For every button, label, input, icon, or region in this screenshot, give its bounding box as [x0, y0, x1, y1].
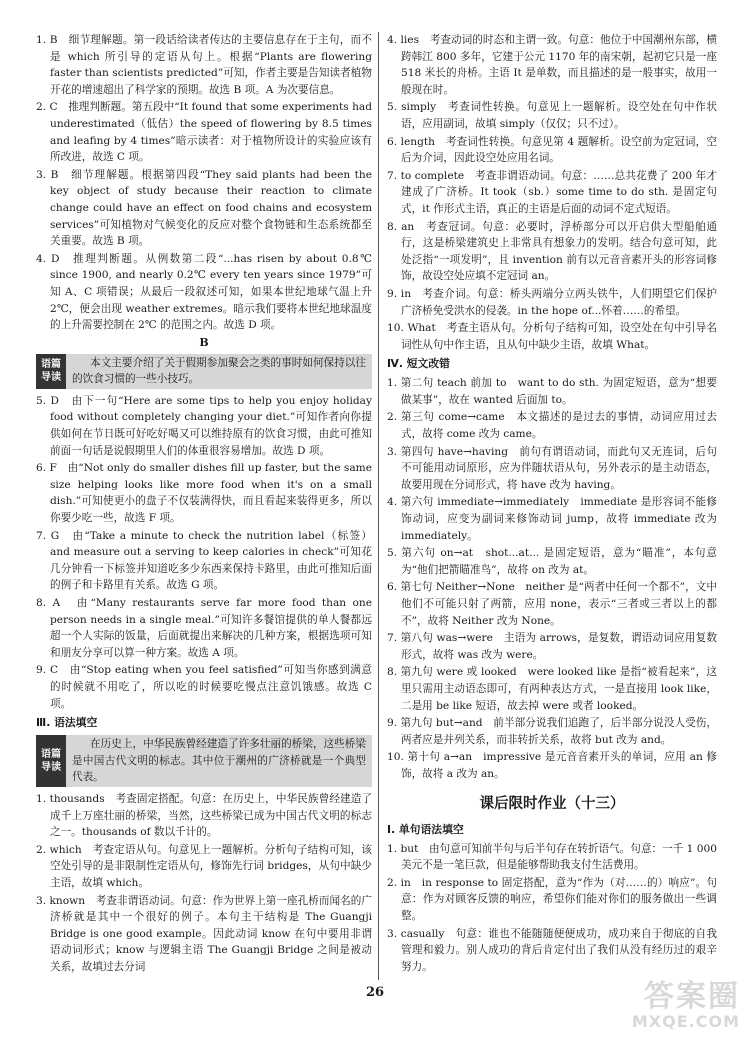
answer-item: 7. 第八句 was→were 主语为 arrows，是复数，谓语动词应用复数形式，故将 was 改为 were。: [387, 632, 717, 661]
answer-item: 6. F 由“Not only do smaller dishes fill up faster, but the same size helping looks like more food when it's on a small dish.”可知使更小的盘子不仅装满得快，而且看起来装得更多，所以你要少吃一些，故选 F 项。: [36, 462, 372, 525]
answer-item: 2. which 考查定语从句。句意见上一题解析。分析句子结构可知，该空处引导的是非限制性定语从句，修饰先行词 bridges，从句中缺少主语，故填 which。: [36, 843, 372, 889]
answer-item: 4. D 推理判断题。从例数第二段“...has risen by about 0.8℃ since 1900, and nearly 0.2℃ every ten years since 1979”可知 A、C 项错误；从最后一段叙述可知，如果本世纪地球气温上升 2℃，便会出现 weather extremes。暗示我们要将本世纪地球温度的上升需要控制在 2℃ 的范围之内。故选 D 项。: [36, 252, 372, 332]
answer-item: 9. 第九句 but→and 前半部分说我们追跑了，后半部分说没人受伤，两者应是并列关系，而非转折关系，故将 but 改为 and。: [387, 717, 717, 746]
passage-guide-text: 在历史上，中华民族曾经建造了许多壮丽的桥梁，这些桥梁是中国古代文明的标志。其中位于潮州的广济桥就是一个典型代表。: [66, 735, 372, 787]
answer-item: 7. to complete 考查非谓语动词。句意：……总共花费了 200 年才建成了广济桥。It took（sb.）some time to do sth. 是固定句式，it 作形式主语，真正的主语是后面的动词不定式短语。: [387, 169, 717, 215]
answer-item: 1. but 由句意可知前半句与后半句存在转折语气。句意：一千 1 000 美元不是一笔巨款，但是能够帮助我支付生活费用。: [387, 842, 717, 872]
answer-item: 5. D 由下一句“Here are some tips to help you enjoy holiday food without completely changing your diet.”可知作者向你提供如何在节日既可好吃好喝又可以维持原有的饮食习惯，由此可推知前面一句话是说假期里人们的体重很容易增加。故选 D 项。: [36, 394, 372, 457]
right-column: [387, 32, 717, 979]
answer-item: 6. length 考查词性转换。句意见第 4 题解析。设空前为定冠词，空后为介词，因此设空处应用名词。: [387, 135, 717, 165]
answer-item: 1. thousands 考查固定搭配。句意：在历史上，中华民族曾经建造了成千上万座壮丽的桥梁，当然，这些桥梁已成为中国古代文明的标志之一。thousands of 数以千计的。: [36, 792, 372, 839]
answer-item: 3. known 考查非谓语动词。句意：作为世界上第一座孔桥而闻名的广济桥就是其中一个很好的例子。本句主干结构是 The Guangji Bridge is one good example。因此动词 know 在句中要用非谓语动词形式；know 与逻辑主语 The Guangji Bridge 之间是被动关系，故填过去分词: [36, 894, 372, 973]
section-title: Ⅰ. 单句语法填空: [387, 822, 464, 836]
answer-item: 7. G 由“Take a minute to check the nutrition label（标签） and measure out a serving to keep calories in check”可知花几分钟看一下标签并知道吃多少东西来保持卡路里，由此可推知后面的例子和卡路里有关系。故选 G 项。: [36, 529, 372, 592]
page-number: 26: [365, 985, 385, 1000]
answer-item: 6. 第七句 Neither→None neither 是“两者中任何一个都不”，文中他们不可能只射了两箭，应用 none，表示“三者或三者以上的都不”，故将 Neither 改为 None。: [387, 581, 717, 627]
answer-item: 2. 第三句 come→came 本文描述的是过去的事情，动词应用过去式，故将 come 改为 came。: [387, 411, 717, 441]
answer-item: 9. in 考查介词。句意：桥头两端分立两头铁牛，人们期望它们保护广济桥免受洪水的侵袭。in the hope of...怀着……的希望。: [387, 287, 717, 317]
section-title: Ⅲ. 语法填空: [36, 716, 98, 730]
answer-item: 3. casually 句意：谁也不能随随便便成功，成功来自于彻底的自我管理和毅力。别人成功的背后肯定付出了我们从没有经历过的艰辛努力。: [387, 927, 717, 973]
answer-item: 3. 第四句 have→having 前句有谓语动词，而此句又无连词，后句不可能用动词原形，应为伴随状语从句，另外表示的是主动语态，故要用现在分词形式，将 have 改为 having。: [387, 445, 717, 491]
answer-item: 3. B 细节理解题。根据第四段“They said plants had been the key object of study because their reaction to climate change could have an effect on food chains and ecosystem services”可知植物对气候变化的反应对整个食物链和生态系统都至关重要。故选 B 项。: [36, 168, 372, 248]
section-title: Ⅳ. 短文改错: [387, 357, 450, 371]
answer-item: 8. an 考查冠词。句意：必要时，浮桥部分可以开启供大型船舶通行，这是桥梁建筑史上非常具有想象力的发明。结合句意可知，此处泛指“一项发明”，且 invention 前有以元音音素开头的形容词修饰，故设空处应填不定冠词 an。: [387, 220, 717, 283]
watermark-logo: [530, 981, 740, 1033]
answer-item: 10. What 考查主语从句。分析句子结构可知，设空处在句中引导名词性从句中作主语，且从句中缺少主语，故填 What。: [387, 322, 717, 351]
answer-item: 8. A 由“Many restaurants serve far more food than one person needs in a single meal.”可知许多餐馆提供的单人餐都远超一个人实际的饭量，后面就提出来解决的几种方案，根据选项可知和朋友分享可以算一种方案。故选 A 项。: [36, 597, 372, 659]
answer-item: 5. simply 考查词性转换。句意见上一题解析。设空处在句中作状语，应用副词，故填 simply（仅仅；只不过）。: [387, 101, 717, 130]
passage-guide-badge: 语篇导读: [36, 735, 66, 787]
answer-item: 1. 第二句 teach 前加 to want to do sth. 为固定短语，意为“想要做某事”，故在 wanted 后面加 to。: [387, 377, 717, 406]
passage-guide-box: [36, 354, 372, 389]
answer-item: 10. 第十句 a→an impressive 是元音音素开头的单词，应用 an 修饰，故将 a 改为 an。: [387, 751, 717, 780]
answer-item: 2. C 推理判断题。第五段中“It found that some experiments had underestimated（低估）the speed of flowering by 8.5 times and leafing by 4 times”暗示读者：对于植物所设计的实验应该有所改进，故选 C 项。: [36, 101, 372, 164]
homework-title: 课后限时作业（十三）: [479, 795, 625, 812]
answer-item: 8. 第九句 were 或 looked were looked like 是指“被看起来”，这里只需用主动语态即可，有两种表达方式，一是直接用 look like，二是用 be like 短语，故去掉 were 或者 looked。: [387, 666, 717, 712]
passage-guide-badge: 语篇导读: [36, 354, 66, 389]
passage-guide-box: [36, 735, 372, 787]
answer-item: 2. in in response to 固定搭配，意为“作为（对……的）响应”。句意：作为对顾客反馈的响应，希望你们能对你们的服务做出一些调整。: [387, 876, 717, 922]
passage-letter: B: [199, 335, 209, 349]
answer-item: 1. B 细节理解题。第一段话给读者传达的主要信息存在于主句，而不是 which 所引导的定语从句上。根据“Plants are flowering faster than scientists predicted”可知，作者主要是告知读者植物开花的增速超出了科学家的预期。故选 B 项。A 为次要信息。: [36, 34, 372, 96]
watermark-sub-text: MXQE.COM: [631, 1012, 740, 1031]
answer-item: 9. C 由“Stop eating when you feel satisfied”可知当你感到满意的时候就不用吃了，所以吃的时候要吃慢点注意饥饿感。故选 C 项。: [36, 664, 372, 710]
column-divider: [378, 32, 379, 980]
answer-item: 4. lies 考查动词的时态和主谓一致。句意：他位于中国潮州东部，横跨韩江 800 多年，它建于公元 1170 年的南宋朝，起初它只是一座 518 米长的舟桥。主语 It 是单数，而且描述的是一般事实，故用一般现在时。: [387, 34, 717, 96]
watermark-main-text: 答案圈: [644, 979, 740, 1014]
answer-item: 4. 第六句 immediate→immediately immediate 是形容词不能修饰动词，应变为副词来修饰动词 jump，故将 immediate 改为 immediately。: [387, 496, 717, 542]
answer-item: 5. 第六句 on→at shot...at... 是固定短语，意为“瞄准”，本句意为“他们把箭瞄准鸟”，故将 on 改为 at。: [387, 547, 717, 576]
left-column: [36, 32, 372, 979]
passage-guide-text: 本文主要介绍了关于假期参加聚会之类的事时如何保持以往的饮食习惯的一些小技巧。: [66, 354, 372, 389]
